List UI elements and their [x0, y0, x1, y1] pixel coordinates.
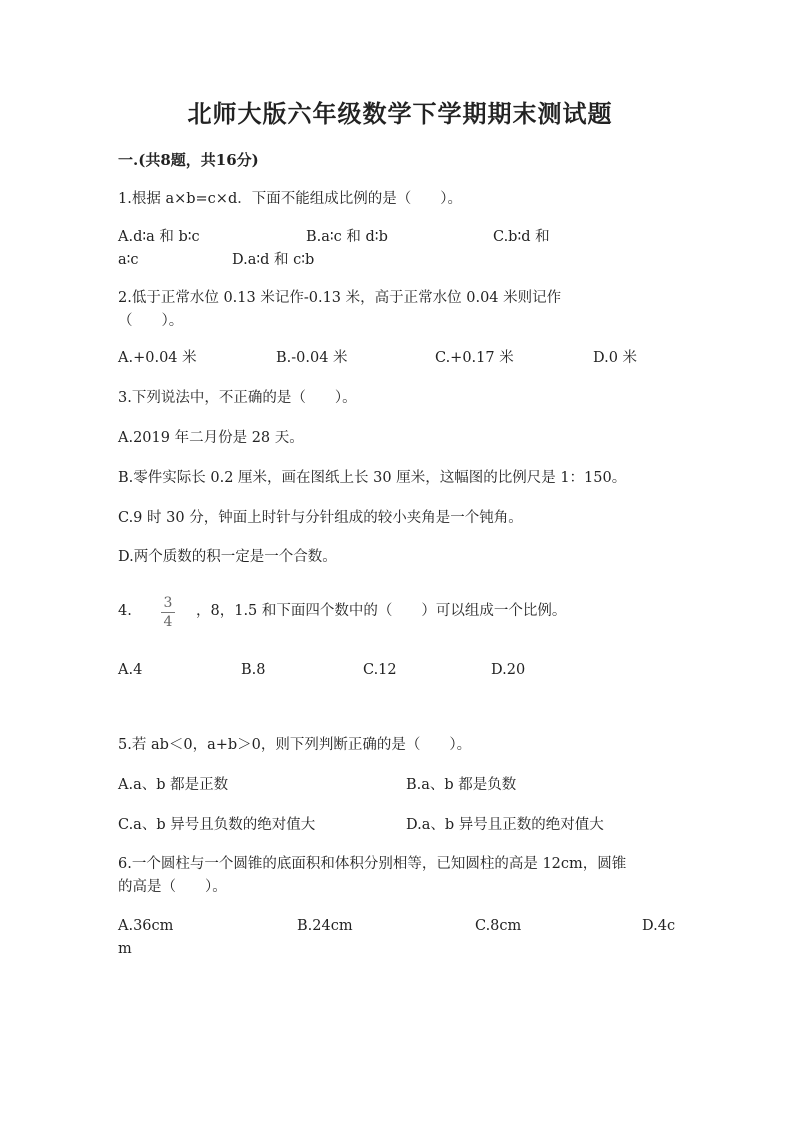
section-heading: 一.(共8题，共16分)	[118, 151, 259, 169]
question-3-option-a: A.2019 年二月份是 28 天。	[118, 430, 304, 446]
question-4-stem: ，8，1.5 和下面四个数中的（ ）可以组成一个比例。	[196, 603, 567, 619]
question-1-stem: 1.根据 a×b=c×d．下面不能组成比例的是（ ）。	[118, 191, 462, 207]
question-1-option-c-continued: a∶c	[118, 252, 139, 268]
question-3-option-d: D.两个质数的积一定是一个合数。	[118, 549, 337, 565]
question-5-option-c: C.a、b 异号且负数的绝对值大	[118, 817, 316, 833]
question-5-option-d: D.a、b 异号且正数的绝对值大	[406, 817, 604, 833]
question-2-stem: 2.低于正常水位 0.13 米记作-0.13 米，高于正常水位 0.04 米则记作	[118, 290, 562, 306]
question-4-option-c: C.12	[363, 662, 397, 678]
page-title: 北师大版六年级数学下学期期末测试题	[187, 99, 613, 128]
question-2-stem-continued: （ ）。	[118, 313, 184, 329]
fraction-numerator: 3	[163, 595, 173, 611]
fraction-three-quarters	[158, 596, 178, 629]
question-2-option-a: A.+0.04 米	[118, 350, 197, 366]
question-2-option-c: C.+0.17 米	[435, 350, 514, 366]
question-1-option-a: A.d∶a 和 b∶c	[118, 229, 200, 245]
question-6-option-d-continued: m	[118, 941, 132, 957]
question-4-number: 4.	[118, 603, 132, 619]
question-5-option-a: A.a、b 都是正数	[118, 777, 229, 793]
question-6-option-a: A.36cm	[118, 918, 174, 934]
question-2-option-d: D.0 米	[593, 350, 638, 366]
question-5-stem: 5.若 ab＜0，a+b＞0，则下列判断正确的是（ ）。	[118, 737, 472, 753]
question-6-option-c: C.8cm	[475, 918, 522, 934]
question-3-stem: 3.下列说法中，不正确的是（ ）。	[118, 390, 357, 406]
question-4-option-d: D.20	[491, 662, 526, 678]
question-1-option-c: C.b∶d 和	[493, 229, 550, 245]
question-3-option-b: B.零件实际长 0.2 厘米，画在图纸上长 30 厘米，这幅图的比例尺是 1：150。	[118, 470, 627, 486]
question-4-option-a: A.4	[118, 662, 143, 678]
question-5-option-b: B.a、b 都是负数	[406, 777, 517, 793]
fraction-bar	[161, 612, 175, 613]
question-4-option-b: B.8	[241, 662, 266, 678]
question-1-option-b: B.a∶c 和 d∶b	[306, 229, 388, 245]
question-6-stem-continued: 的高是（ ）。	[118, 879, 227, 895]
question-6-stem: 6.一个圆柱与一个圆锥的底面积和体积分别相等，已知圆柱的高是 12cm，圆锥	[118, 856, 627, 872]
question-6-option-b: B.24cm	[297, 918, 353, 934]
question-2-option-b: B.-0.04 米	[276, 350, 348, 366]
question-1-option-d: D.a∶d 和 c∶b	[232, 252, 315, 268]
question-6-option-d: D.4c	[642, 918, 676, 934]
question-3-option-c: C.9 时 30 分，钟面上时针与分针组成的较小夹角是一个钝角。	[118, 510, 523, 526]
fraction-denominator: 4	[163, 614, 173, 630]
